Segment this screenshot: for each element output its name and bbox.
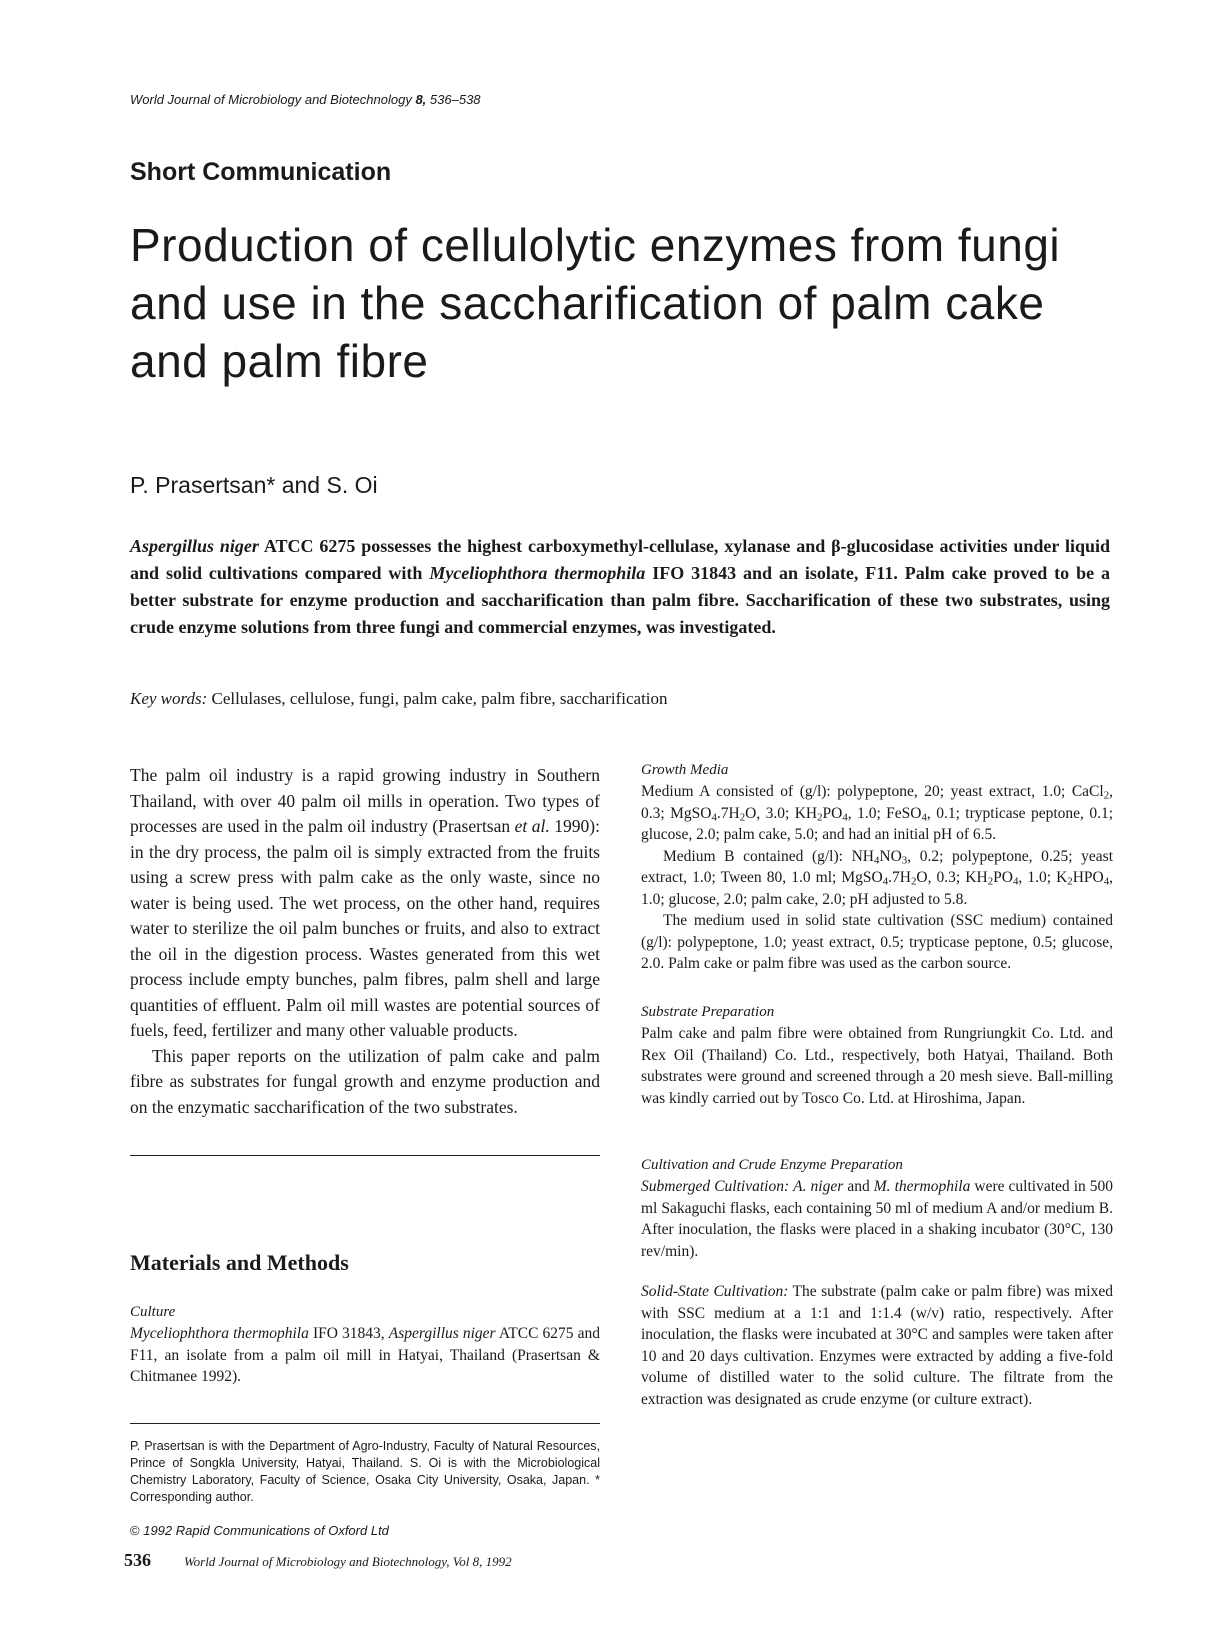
abstract <box>130 533 1110 641</box>
journal-footer: World Journal of Microbiology and Biotechnology, Vol 8, 1992 <box>184 1554 512 1569</box>
intro-column <box>130 763 600 1120</box>
copyright-text: 1992 Rapid Communications of Oxford Ltd <box>143 1523 389 1538</box>
journal-name: World Journal of Microbiology and Biotechnology <box>130 92 412 107</box>
abstract-text-2: IFO 31843 and an isolate, F11. Palm cake proved to be a better substrate for enzyme production and saccharification than palm fibre. Saccharification of these two substrates, using crude enzyme solutions from three fungi and commercial enzymes, was investigated. <box>130 563 1110 637</box>
keywords-text: Cellulases, cellulose, fungi, palm cake, palm fibre, saccharification <box>211 689 668 708</box>
submerged-label: Submerged Cultivation: <box>641 1178 790 1195</box>
solid-state-label: Solid-State Cultivation: <box>641 1283 789 1300</box>
ssc-medium-text: The medium used in solid state cultivation (SSC medium) contained (g/l): polypeptone, 1.0; yeast extract, 0.5; trypticase peptone, 0.5; glucose, 2.0. Palm cake or palm fibre was used as the carbon source. <box>641 912 1113 972</box>
medium-b-text: Medium B contained (g/l): $NH_4NO_3$, 0.2; polypeptone, 0.25; yeast extract, 1.0; Tween 80, 1.0 ml; $MgSO_4.7H_2O$, 0.3; $KH_2PO_4$, 1.0; $K_2HPO_4$, 1.0; glucose, 2.0; palm cake, 2.0; pH adjusted to 5.8. <box>641 847 1114 908</box>
culture-heading: Culture <box>130 1304 176 1320</box>
culture-text-2: ATCC 6275 and F11, an isolate from a palm oil mill in Hatyai, Thailand (Prasertsan & Chitmanee 1992). <box>130 1325 600 1385</box>
solid-state-section <box>641 1281 1113 1410</box>
culture-species-2: Aspergillus niger <box>388 1325 496 1342</box>
culture-section <box>130 1302 600 1388</box>
author-footnote: P. Prasertsan is with the Department of Agro-Industry, Faculty of Natural Resources, Prince of Songkla University, Hatyai, Thailand. S. Oi is with the Microbiological Chemistry Laboratory, Faculty of Science, Osaka City University, Osaka, Japan. * Corresponding author. <box>130 1439 600 1504</box>
growth-media-heading: Growth Media <box>641 762 729 778</box>
authors: P. Prasertsan* and S. Oi <box>130 472 378 498</box>
cultivation-species-2: M. thermophila <box>873 1178 971 1195</box>
abstract-text-1: ATCC 6275 possesses the highest carboxymethyl-cellulase, xylanase and β-glucosidase activities under liquid and solid cultivations compared with <box>130 536 1110 583</box>
abstract-species-2: Myceliophthora thermophila <box>429 563 646 583</box>
submerged-cultivation-text: Submerged Cultivation: A. niger and M. thermophila were cultivated in 500 ml Sakaguchi flasks, each containing 50 ml of medium A and/or medium B. After inoculation, the flasks were placed in a shaking incubator (30°C, 130 rev/min). <box>641 1178 1114 1260</box>
cultivation-section <box>641 1155 1113 1262</box>
section-divider <box>130 1155 600 1156</box>
intro-paragraph-1 <box>130 763 600 1044</box>
substrate-preparation-text: Palm cake and palm fibre were obtained from Rungriungkit Co. Ltd. and Rex Oil (Thailand) Co. Ltd., respectively, both Hatyai, Thailand. Both substrates were ground and screened through a 20 mesh sieve. Ball-milling was kindly carried out by Tosco Co. Ltd. at Hiroshima, Japan. <box>641 1025 1113 1107</box>
cultivation-species-1: A. niger <box>793 1178 844 1195</box>
keywords-label: Key words: <box>130 689 208 708</box>
culture-species-1: Myceliophthora thermophila <box>130 1325 309 1342</box>
intro-p1-part-b: 1990): in the dry process, the palm oil is simply extracted from the fruits using a screw press with palm cake as the only waste, since no water is being used. The wet process, on the other hand, requires water to sterilize the oil palm bunches or fruits, and also to extract the oil in the digestion process. Wastes generated from this wet process include empty bunches, palm fibres, palm shell and large quantities of effluent. Palm oil mill wastes are potential sources of fuels, feed, fertilizer and many other valuable products. <box>130 816 600 1040</box>
materials-methods-heading: Materials and Methods <box>130 1250 349 1275</box>
intro-p1-part-a: The palm oil industry is a rapid growing industry in Southern Thailand, with over 40 palm oil mills in operation. Two types of processes are used in the palm oil industry (Prasertsan <box>130 765 600 836</box>
intro-et-al: et al. <box>514 816 550 836</box>
keywords <box>130 689 668 709</box>
footnote-rule <box>130 1423 600 1424</box>
abstract-species-1: Aspergillus niger <box>130 536 259 556</box>
cultivation-heading: Cultivation and Crude Enzyme Preparation <box>641 1157 903 1173</box>
article-title: Production of cellulolytic enzymes from fungi and use in the saccharification of palm cake and palm fibre <box>130 219 1061 387</box>
copyright-symbol: © <box>130 1523 140 1538</box>
culture-text <box>130 1323 600 1388</box>
substrate-preparation-heading: Substrate Preparation <box>641 1004 775 1020</box>
copyright <box>130 1523 389 1538</box>
culture-text-1: IFO 31843, <box>312 1325 385 1342</box>
journal-pages: 536–538 <box>429 92 481 107</box>
growth-media-section <box>641 760 1113 975</box>
running-header <box>130 92 481 107</box>
solid-state-cultivation-text: Solid-State Cultivation: The substrate (palm cake or palm fibre) was mixed with SSC medium at a 1:1 and 1:1.4 (w/v) ratio, respectively. After inoculation, the flasks were incubated at 30°C and samples were taken after 10 and 20 days cultivation. Enzymes were extracted by adding a five-fold volume of distilled water to the solid culture. The filtrate from the extraction was designated as crude enzyme (or culture extract). <box>641 1283 1113 1408</box>
journal-volume: 8, <box>415 92 427 107</box>
medium-a-text: Medium A consisted of (g/l): polypeptone, 20; yeast extract, 1.0; CaCl$_2$, 0.3; $MgSO_4.7H_2O$, 3.0; $KH_2PO_4$, 1.0; FeSO$_4$, 0.1; trypticase peptone, 0.1; glucose, 2.0; palm cake, 5.0; and had an initial pH of 6.5. <box>641 783 1114 843</box>
page-number: 536 <box>124 1550 151 1570</box>
intro-paragraph-2: This paper reports on the utilization of palm cake and palm fibre as substrates for fungal growth and enzyme production and on the enzymatic saccharification of the two substrates. <box>130 1045 600 1117</box>
section-label: Short Communication <box>130 158 392 186</box>
substrate-preparation-section <box>641 1002 1113 1109</box>
